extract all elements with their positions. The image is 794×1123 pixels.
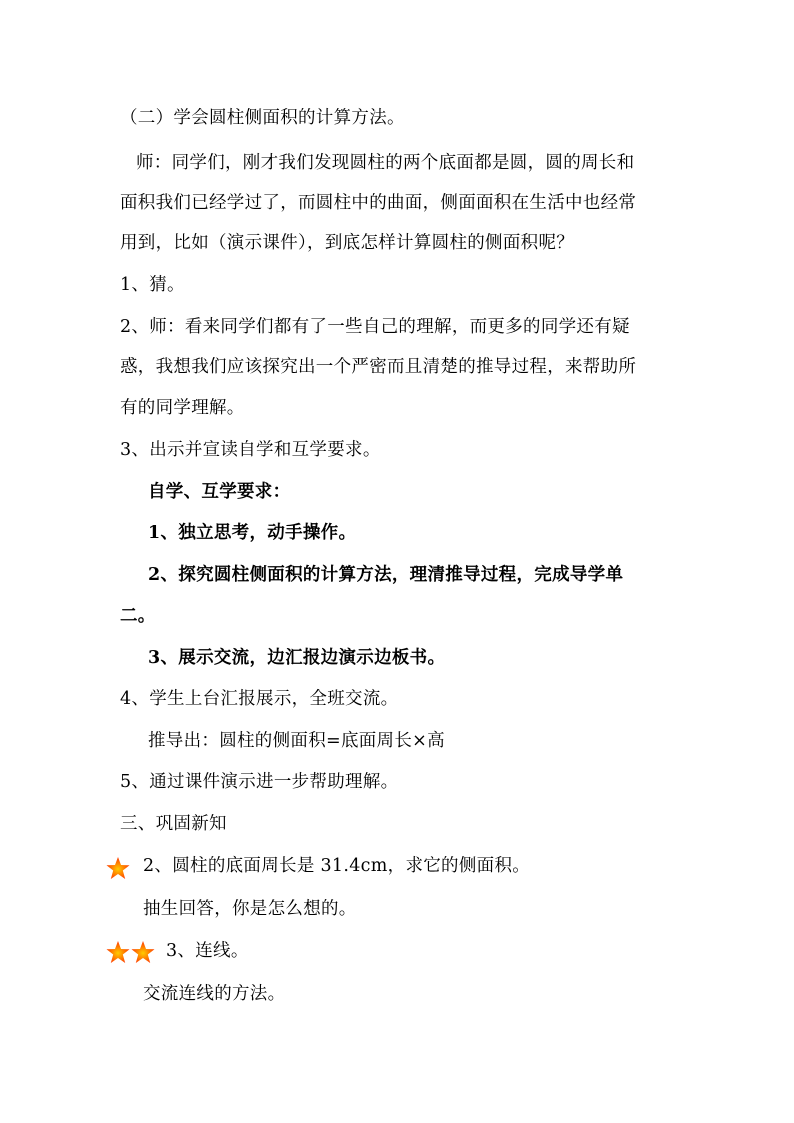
star-icon — [106, 856, 130, 880]
list-item: 5、通过课件演示进一步帮助理解。 — [120, 772, 399, 792]
star-icon — [131, 940, 155, 964]
paragraph-line: 用到，比如（演示课件），到底怎样计算圆柱的侧面积呢？ — [120, 233, 575, 253]
list-item: 2、师：看来同学们都有了一些自己的理解，而更多的同学还有疑 — [120, 317, 630, 337]
paragraph-line: 抽生回答，你是怎么想的。 — [143, 899, 357, 919]
formula-line: 推导出：圆柱的侧面积=底面周长×高 — [148, 731, 445, 751]
exercise-item: 3、连线。 — [166, 941, 249, 961]
exercise-item: 2、圆柱的底面周长是 31.4cm，求它的侧面积。 — [143, 856, 531, 876]
list-item: 4、学生上台汇报展示，全班交流。 — [120, 689, 399, 709]
requirement-item-continued: 二。 — [120, 606, 156, 626]
requirement-item: 2、探究圆柱侧面积的计算方法，理清推导过程，完成导学单 — [148, 565, 624, 585]
paragraph-line: 有的同学理解。 — [120, 398, 245, 418]
paragraph-line: 面积我们已经学过了，而圆柱中的曲面，侧面面积在生活中也经常 — [120, 193, 637, 213]
section-heading: 三、巩固新知 — [120, 814, 227, 834]
requirement-item: 3、展示交流，边汇报边演示边板书。 — [148, 648, 446, 668]
list-item: 1、猜。 — [120, 275, 185, 295]
section-heading: （二）学会圆柱侧面积的计算方法。 — [120, 108, 405, 128]
requirement-item: 1、独立思考，动手操作。 — [148, 523, 357, 543]
paragraph-line: 师：同学们，刚才我们发现圆柱的两个底面都是圆，圆的周长和 — [136, 153, 635, 173]
list-item: 3、出示并宣读自学和互学要求。 — [120, 440, 381, 460]
star-icon — [106, 940, 130, 964]
paragraph-line: 交流连线的方法。 — [143, 984, 286, 1004]
requirements-heading: 自学、互学要求： — [148, 482, 291, 502]
paragraph-line: 惑，我想我们应该探究出一个严密而且清楚的推导过程，来帮助所 — [120, 357, 637, 377]
